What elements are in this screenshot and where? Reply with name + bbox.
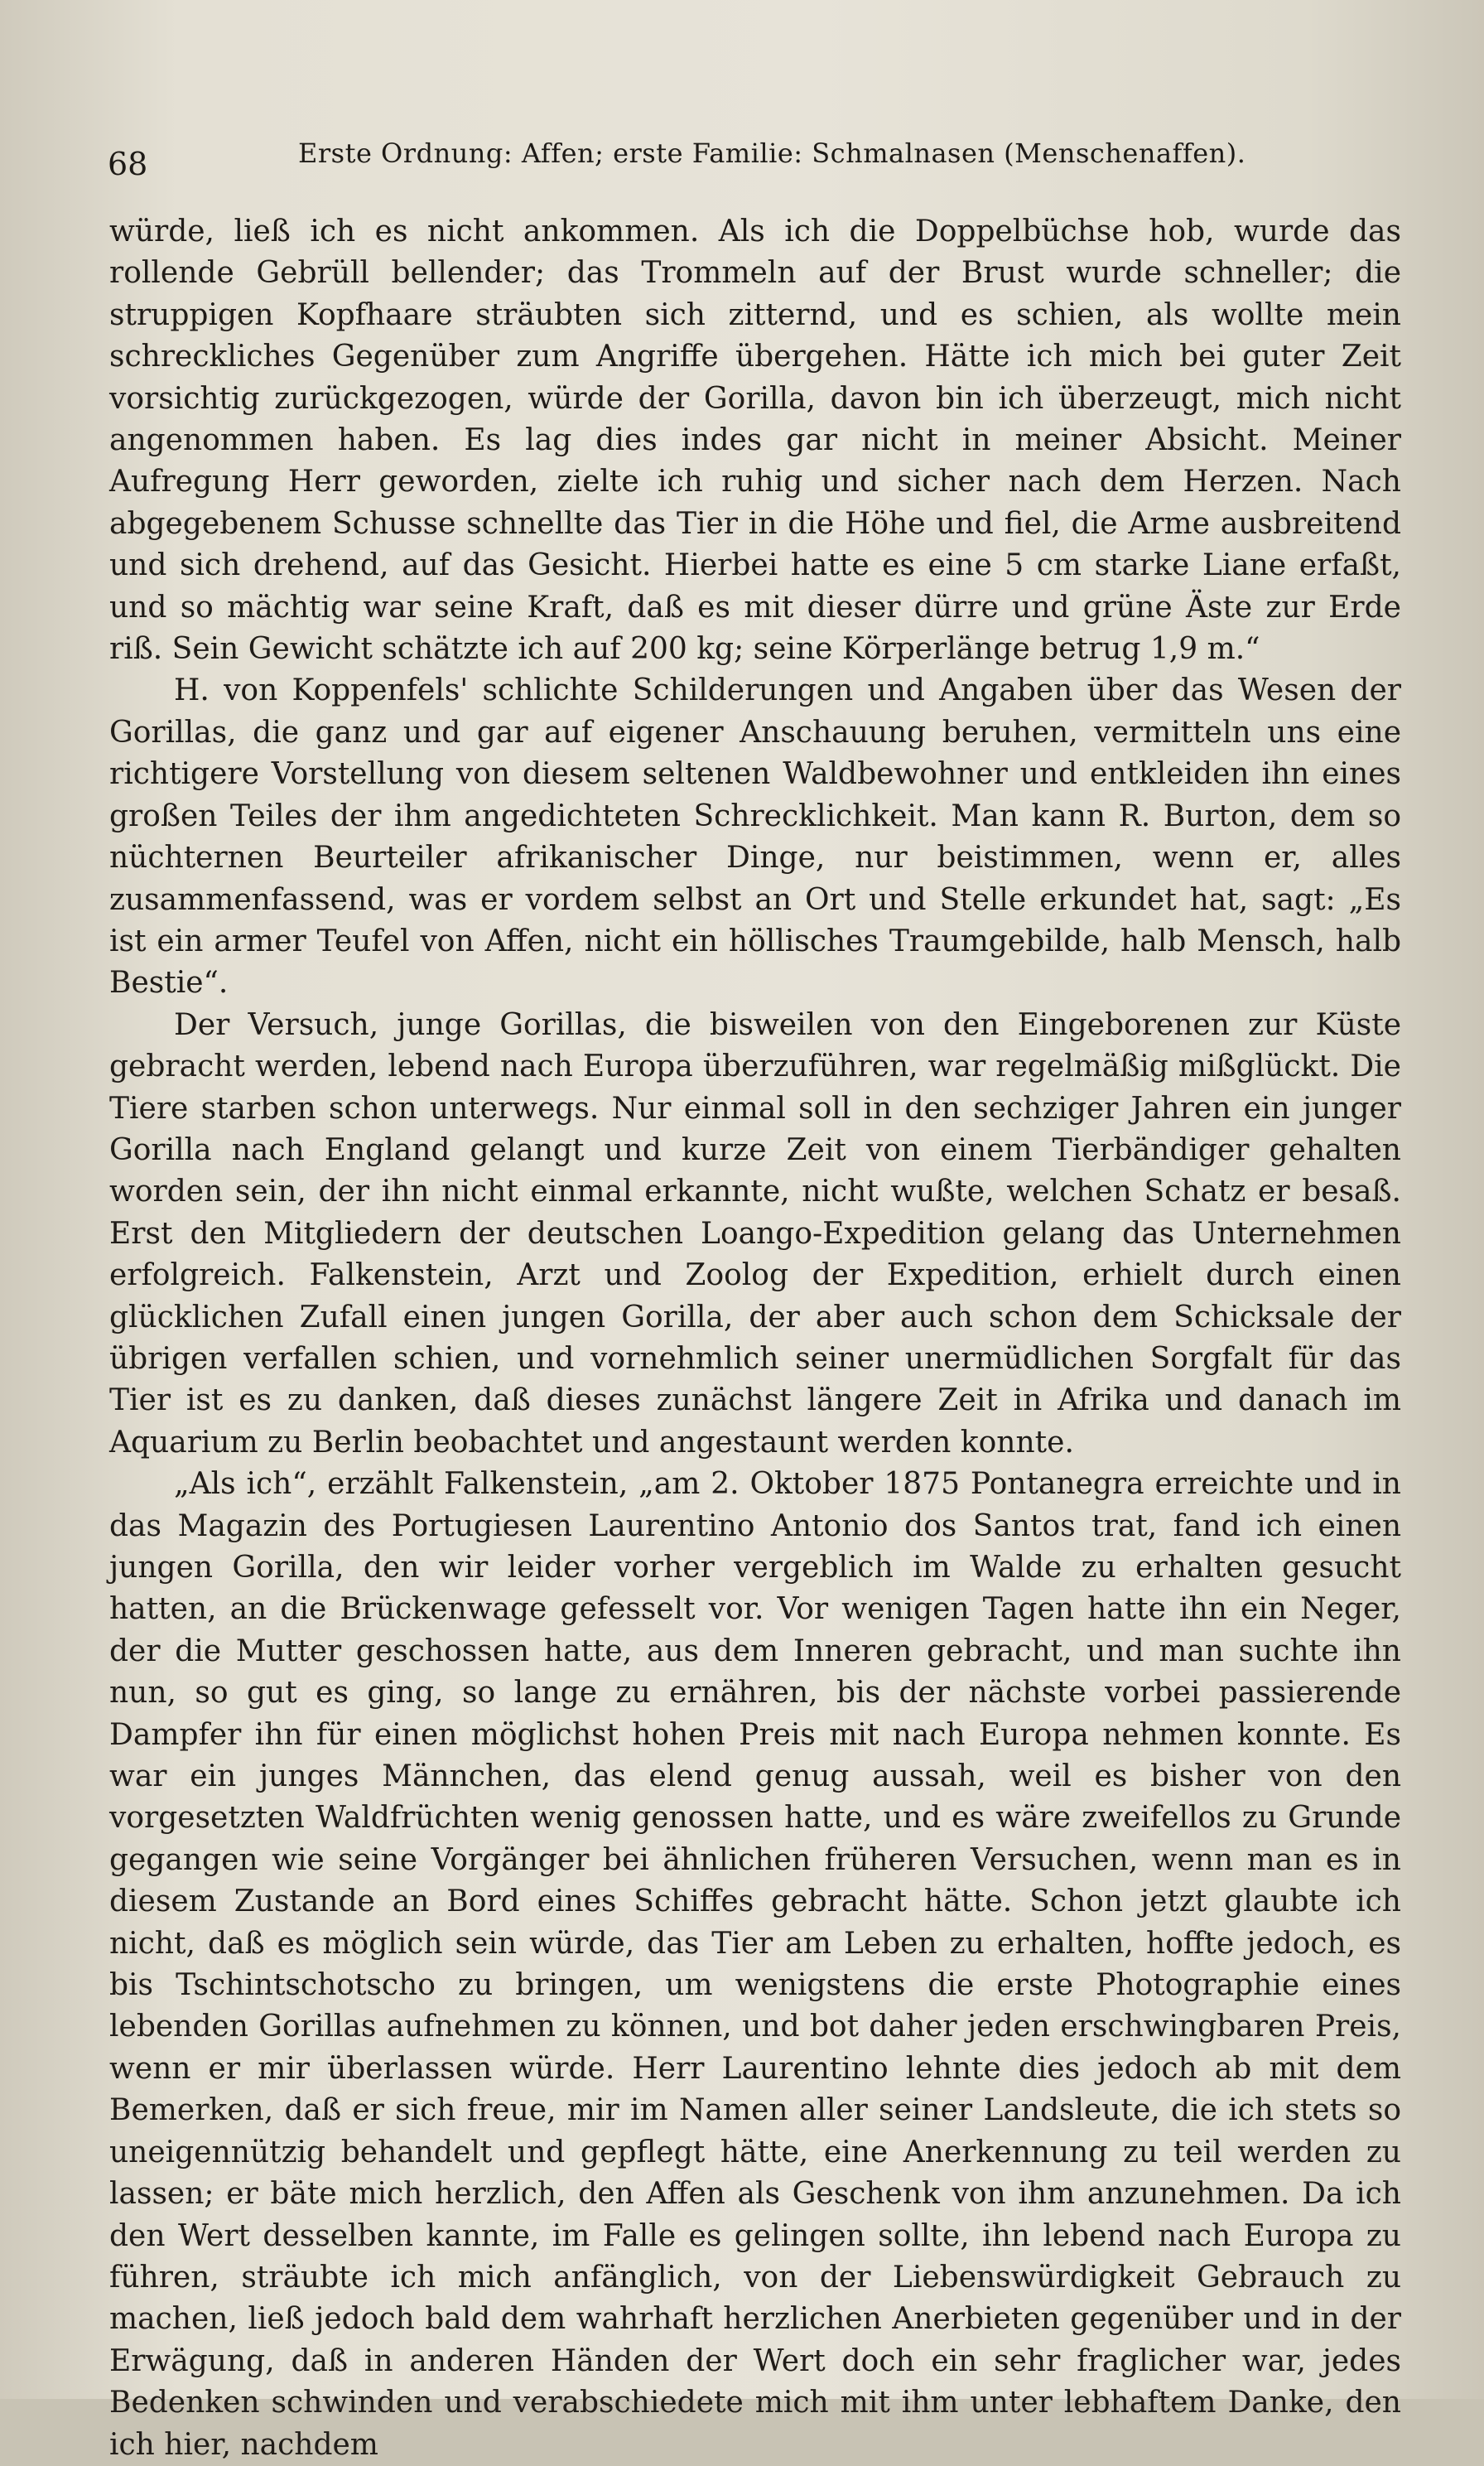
running-head: Erste Ordnung: Affen; erste Familie: Schmalnasen (Menschenaffen). (298, 138, 1246, 169)
page-number: 68 (108, 146, 148, 182)
paragraph: H. von Koppenfels' schlichte Schilderungen und Angaben über das Wesen der Gorillas, die ganz und gar auf eigener Anschauung beruhen, vermitteln uns eine richtigere Vorstellung von diesem seltenen Waldbewohner und entkleiden ihn eines großen Teiles der ihm angedichteten Schrecklichkeit. Man kann R. Burton, dem so nüchternen Beurteiler afrikanischer Dinge, nur beistimmen, wenn er, alles zusammenfassend, was er vordem selbst an Ort und Stelle erkundet hat, sagt: „Es ist ein armer Teufel von Affen, nicht ein höllisches Traumgebilde, halb Mensch, halb Bestie“. (109, 673, 1401, 1001)
body-text (109, 211, 1401, 2466)
paragraph: Der Versuch, junge Gorillas, die bisweilen von den Eingeborenen zur Küste gebracht werden, lebend nach Europa überzuführen, war regelmäßig mißglückt. Die Tiere starben schon unterwegs. Nur einmal soll in den sechziger Jahren ein junger Gorilla nach England gelangt und kurze Zeit von einem Tierbändiger gehalten worden sein, der ihn nicht einmal erkannte, nicht wußte, welchen Schatz er besaß. Erst den Mitgliedern der deutschen Loango-Expedition gelang das Unternehmen erfolgreich. Falkenstein, Arzt und Zoolog der Expedition, erhielt durch einen glücklichen Zufall einen jungen Gorilla, der aber auch schon dem Schicksale der übrigen verfallen schien, und vornehmlich seiner unermüdlichen Sorgfalt für das Tier ist es zu danken, daß dieses zunächst längere Zeit in Afrika und danach im Aquarium zu Berlin beobachtet und angestaunt werden konnte. (109, 1007, 1401, 1460)
paragraph: „Als ich“, erzählt Falkenstein, „am 2. Oktober 1875 Pontanegra erreichte und in das Magazin des Portugiesen Laurentino Antonio dos Santos trat, fand ich einen jungen Gorilla, den wir leider vorher vergeblich im Walde zu erhalten gesucht hatten, an die Brückenwage gefesselt vor. Vor wenigen Tagen hatte ihn ein Neger, der die Mutter geschossen hatte, aus dem Inneren gebracht, und man suchte ihn nun, so gut es ging, so lange zu ernähren, bis der nächste vorbei passierende Dampfer ihn für einen möglichst hohen Preis mit nach Europa nehmen konnte. Es war ein junges Männchen, das elend genug aussah, weil es bisher von den vorgesetzten Waldfrüchten wenig genossen hatte, und es wäre zweifellos zu Grunde gegangen wie seine Vorgänger bei ähnlichen früheren Versuchen, wenn man es in diesem Zustande an Bord eines Schiffes gebracht hätte. Schon jetzt glaubte ich nicht, daß es möglich sein würde, das Tier am Leben zu erhalten, hoffte jedoch, es bis Tschintschotscho zu bringen, um wenigstens die erste Photographie eines lebenden Gorillas aufnehmen zu können, und bot daher jeden erschwingbaren Preis, wenn er mir überlassen würde. Herr Laurentino lehnte dies jedoch ab mit dem Bemerken, daß er sich freue, mir im Namen aller seiner Landsleute, die ich stets so uneigennützig behandelt und gepflegt hätte, eine Anerkennung zu teil werden zu lassen; er bäte mich herzlich, den Affen als Geschenk von ihm anzunehmen. Da ich den Wert desselben kannte, im Falle es gelingen sollte, ihn lebend nach Europa zu führen, sträubte ich mich anfänglich, von der Liebenswürdigkeit Gebrauch zu machen, ließ jedoch bald dem wahrhaft herzlichen Anerbieten gegenüber und in der Erwägung, daß in anderen Händen der Wert doch ein sehr fraglicher war, jedes Bedenken schwinden und verabschiedete mich mit ihm unter lebhaftem Danke, den ich hier, nachdem (109, 1467, 1401, 2462)
page-header (108, 133, 1400, 182)
paragraph-continuation: würde, ließ ich es nicht ankommen. Als ich die Doppelbüchse hob, wurde das rollende Gebrüll bellender; das Trommeln auf der Brust wurde schneller; die struppigen Kopfhaare sträubten sich zitternd, und es schien, als wollte mein schreckliches Gegenüber zum Angriffe übergehen. Hätte ich mich bei guter Zeit vorsichtig zurückgezogen, würde der Gorilla, davon bin ich überzeugt, mich nicht angenommen haben. Es lag dies indes gar nicht in meiner Absicht. Meiner Aufregung Herr geworden, zielte ich ruhig und sicher nach dem Herzen. Nach abgegebenem Schusse schnellte das Tier in die Höhe und fiel, die Arme ausbreitend und sich drehend, auf das Gesicht. Hierbei hatte es eine 5 cm starke Liane erfaßt, und so mächtig war seine Kraft, daß es mit dieser dürre und grüne Äste zur Erde riß. Sein Gewicht schätzte ich auf 200 kg; seine Körperlänge betrug 1,9 m.“ (109, 215, 1401, 667)
